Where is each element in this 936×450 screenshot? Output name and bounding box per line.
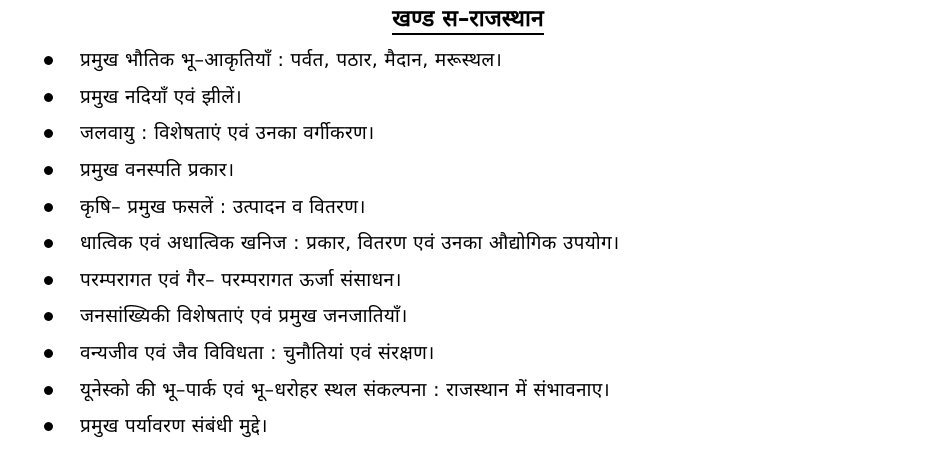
bullet-icon xyxy=(44,422,53,431)
list-item-text: प्रमुख भौतिक भू–आकृतियाँ : पर्वत, पठार, मैदान, मरूस्थल। xyxy=(80,49,503,72)
list-item-text: वन्यजीव एवं जैव विविधता : चुनौतियां एवं संरक्षण। xyxy=(80,342,435,365)
bullet-icon xyxy=(44,166,53,175)
bullet-icon xyxy=(44,203,53,212)
bullet-icon xyxy=(44,93,53,102)
bullet-icon xyxy=(44,56,53,65)
bullet-icon xyxy=(44,129,53,138)
list-item-text: यूनेस्को की भू–पार्क एवं भू–धरोहर स्थल संकल्पना : राजस्थान में संभावनाए। xyxy=(80,378,611,401)
list-item-text: कृषि– प्रमुख फसलें : उत्पादन व वितरण। xyxy=(80,195,366,218)
section-heading xyxy=(0,4,936,34)
bullet-icon xyxy=(44,312,53,321)
list-item-text: जनसांख्यिकी विशेषताएं एवं प्रमुख जनजातियाँ। xyxy=(80,305,408,328)
list-item-text: प्रमुख नदियाँ एवं झीलें। xyxy=(80,85,242,108)
list-item-text: जलवायु : विशेषताएं एवं उनका वर्गीकरण। xyxy=(80,122,375,145)
list-item-text: प्रमुख पर्यावरण संबंधी मुद्दे। xyxy=(80,415,268,438)
bullet-icon xyxy=(44,386,53,395)
section-heading-text: खण्ड स–राजस्थान xyxy=(392,6,543,35)
bullet-icon xyxy=(44,349,53,358)
list-item-text: प्रमुख वनस्पति प्रकार। xyxy=(80,159,235,182)
list-item-text: परम्परागत एवं गैर– परम्परागत ऊर्जा संसाधन। xyxy=(80,268,402,291)
bullet-icon xyxy=(44,239,53,248)
list-item-text: धात्विक एवं अधात्विक खनिज : प्रकार, वितरण एवं उनका औद्योगिक उपयोग। xyxy=(80,232,620,255)
bullet-icon xyxy=(44,276,53,285)
